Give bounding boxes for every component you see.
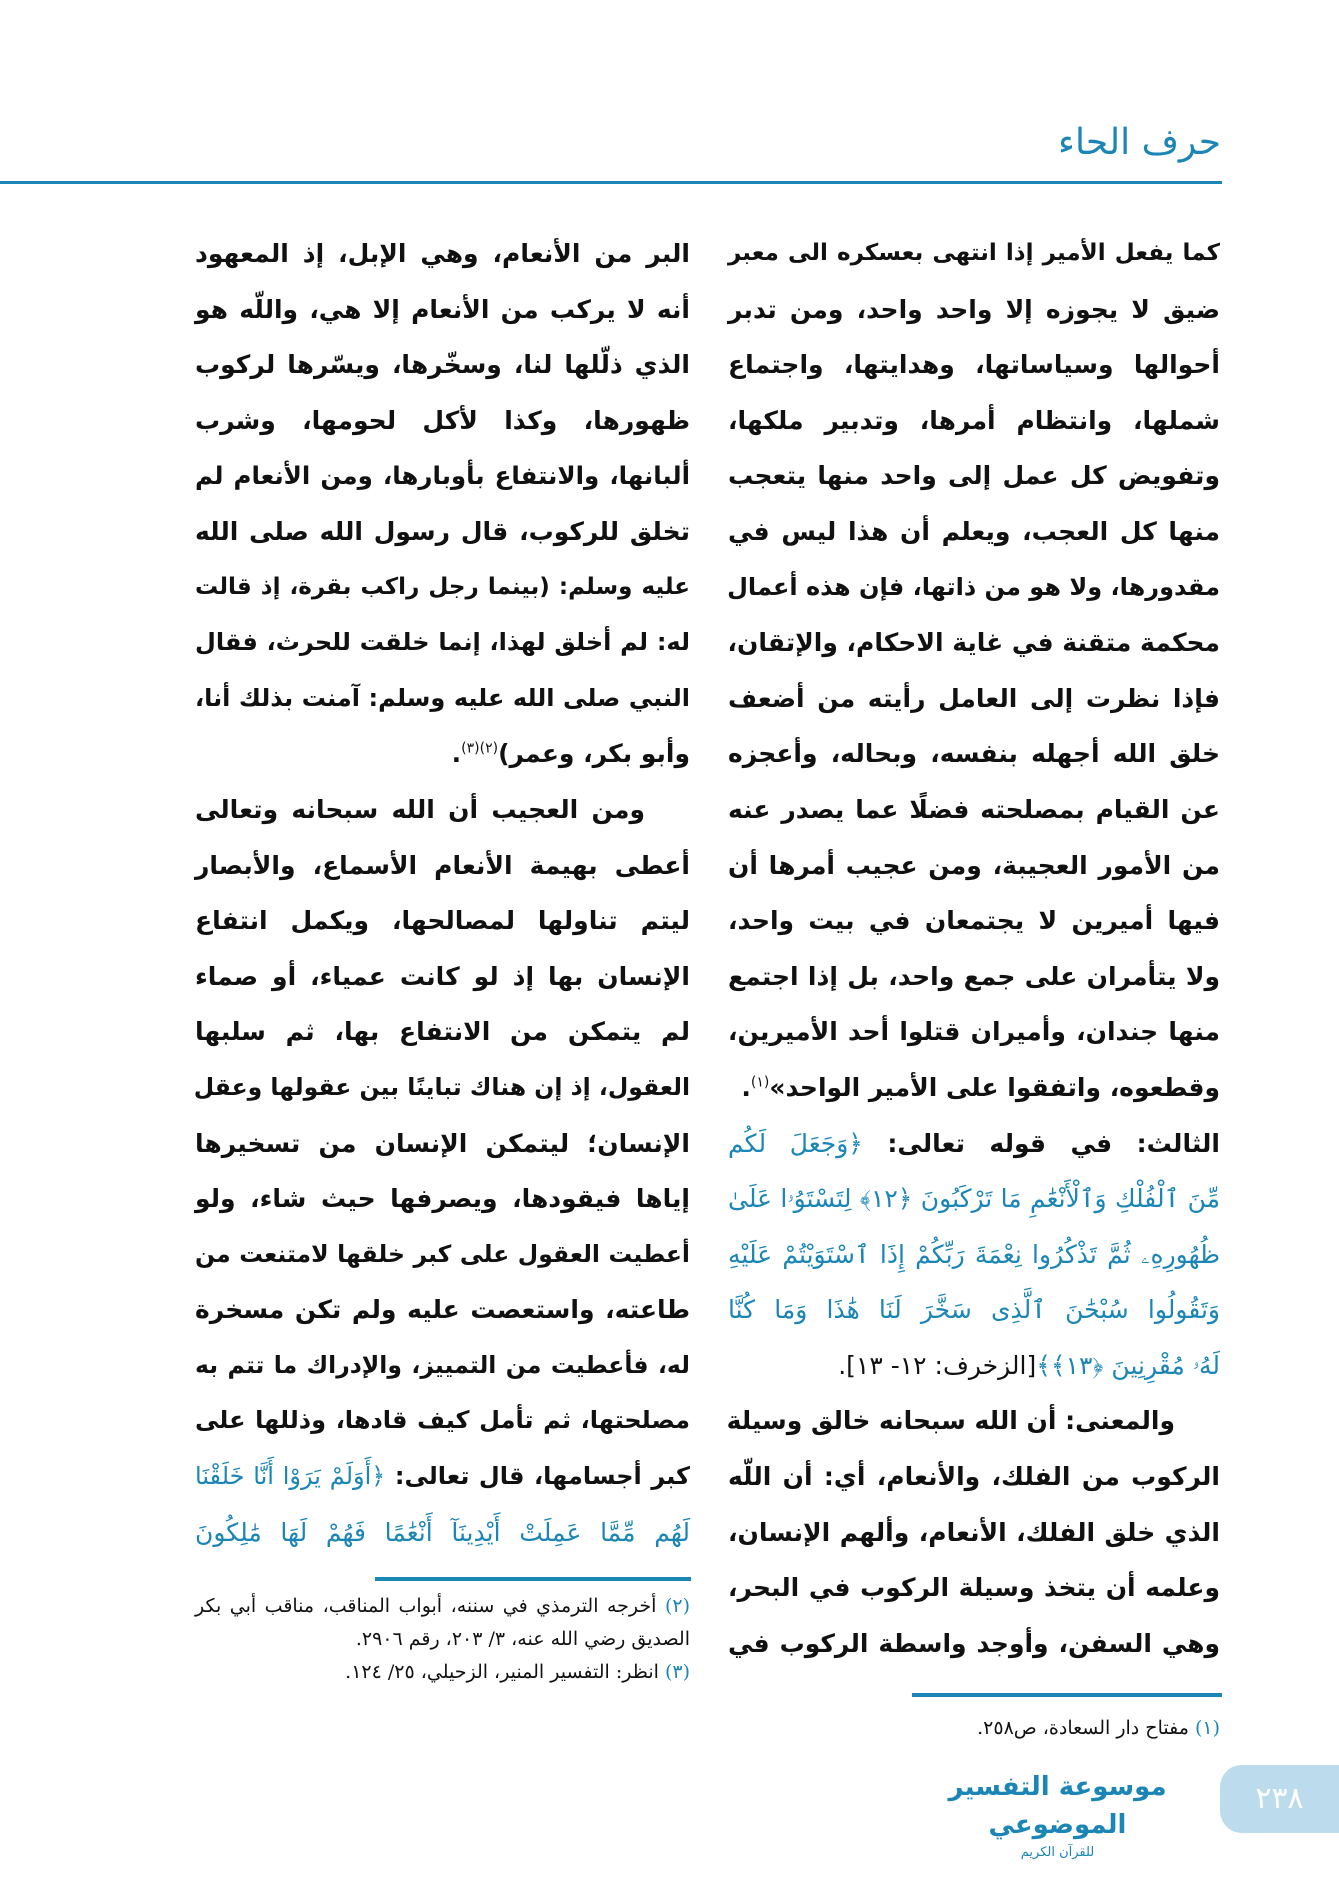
text-segment: طاعته، واستعصت عليه ولم تكن مسخرة (195, 1295, 690, 1325)
text-line (728, 393, 1220, 449)
text-line (195, 726, 690, 782)
text-line (728, 726, 1220, 782)
text-line (195, 226, 690, 282)
footnote-2: (٢) أخرجه الترمذي في سننه، أبواب المناقب، مناقب أبي بكر الصديق رضي الله عنه، ٣/ ٢٠٣، رقم ٢٩٠٦. (195, 1595, 690, 1650)
text-segment: وقطعوه، واتفقوا على الأمير الواحد» (769, 1072, 1220, 1102)
chapter-title: حرف الحاء (1058, 122, 1221, 163)
text-segment: . (451, 739, 462, 769)
text-line (728, 1282, 1220, 1338)
text-segment: أعطيت العقول على كبر خلقها لامتنعت من (195, 1239, 690, 1268)
text-line (195, 337, 690, 393)
text-line (728, 1227, 1220, 1283)
text-segment: أنه لا يركب من الأنعام إلا هي، واللّه هو (195, 294, 690, 324)
text-segment: له، فأعطيت من التمييز، والإدراك ما تتم به (195, 1350, 690, 1379)
text-segment: [الزخرف: ١٢- ١٣]. (838, 1350, 1037, 1380)
text-line (728, 1116, 1220, 1172)
footnote-divider-right (912, 1693, 1222, 1697)
text-segment: كما يفعل الأمير إذا انتهى بعسكره الى معبر (728, 240, 1220, 266)
encyclopedia-logo: موسوعة التفسير الموضوعي للقرآن الكريم (948, 1772, 1167, 1860)
text-segment: ولا يتأمران على جمع واحد، بل إذا اجتمع (728, 961, 1220, 991)
text-segment: من الأمور العجيبة، ومن عجيب أمرها أن (728, 850, 1220, 880)
text-line (728, 949, 1220, 1005)
text-line (728, 1616, 1220, 1672)
text-segment: عن القيام بمصلحته فضلًا عما يصدر عنه (728, 794, 1220, 824)
text-line (195, 893, 690, 949)
page-number: ٢٣٨ (1220, 1765, 1339, 1833)
text-line (728, 615, 1220, 671)
text-segment: تخلق للركوب، قال رسول الله صلى الله (195, 516, 690, 546)
text-segment: أحوالها وسياساتها، وهدايتها، واجتماع (728, 350, 1220, 380)
text-segment: ألبانها، والانتفاع بأوبارها، ومن الأنعام لم (195, 461, 690, 491)
text-segment: . (741, 1072, 751, 1102)
text-segment: محكمة متقنة في غاية الاحكام، والإتقان، (727, 628, 1220, 658)
text-segment: ليتم تناولها لمصالحها، ويكمل انتفاع (195, 906, 690, 936)
quran-verse: ﴿وَجَعَلَ لَكُم (728, 1128, 863, 1158)
text-line (728, 1338, 1220, 1394)
text-line (728, 1171, 1220, 1227)
text-line (195, 782, 690, 838)
quran-verse: ظُهُورِهِۦ ثُمَّ تَذْكُرُوا نِعْمَةَ رَبِّكُمْ إِذَا ٱسْتَوَيْتُمْ عَلَيْهِ (728, 1239, 1220, 1269)
text-segment: فيها أميرين لا يجتمعان في بيت واحد، (728, 906, 1220, 936)
footnote-1: (١) مفتاح دار السعادة، ص٢٥٨. (977, 1717, 1220, 1739)
text-line (728, 782, 1220, 838)
footnote-3: (٣) انظر: التفسير المنير، الزحيلي، ٢٥/ ١٢٤. (345, 1661, 690, 1683)
text-segment: منها جندان، وأميران قتلوا أحد الأميرين، (728, 1017, 1220, 1047)
text-segment: لم يتمكن من الانتفاع بها، ثم سلبها (195, 1017, 690, 1047)
text-line (195, 1116, 690, 1172)
footnote-divider-left (375, 1577, 691, 1581)
text-line (195, 282, 690, 338)
footnote-ref: (١) (750, 1074, 770, 1091)
text-segment: ومن العجيب أن الله سبحانه وتعالى (195, 794, 645, 824)
text-line (728, 226, 1220, 282)
text-line (728, 1560, 1220, 1616)
quran-verse: لَهُم مِّمَّا عَمِلَتْ أَيْدِينَآ أَنْعَٰمًا فَهُمْ لَهَا مَٰلِكُونَ (195, 1517, 690, 1547)
text-line (728, 671, 1220, 727)
text-segment: أعطى بهيمة الأنعام الأسماع، والأبصار (195, 850, 690, 880)
text-line (728, 448, 1220, 504)
text-segment: فإذا نظرت إلى العامل رأيته من أضعف (728, 683, 1220, 713)
text-segment: له: لم أخلق لهذا، إنما خلقت للحرث، فقال (195, 628, 690, 657)
text-segment: خلق الله أجهله بنفسه، وبحاله، وأعجزه (728, 739, 1220, 769)
text-segment: الذي خلق الفلك، الأنعام، وألهم الإنسان، (728, 1517, 1220, 1547)
text-line (195, 1505, 690, 1561)
left-text-column (195, 226, 690, 1560)
text-line (195, 1449, 690, 1505)
text-segment: عليه وسلم: (549, 573, 690, 600)
right-text-column (728, 226, 1220, 1671)
text-line (728, 1393, 1220, 1449)
text-segment: ضيق لا يجوزه إلا واحد واحد، ومن تدبر (728, 294, 1220, 324)
text-segment: مصلحتها، ثم تأمل كيف قادها، وذللها على (195, 1406, 690, 1435)
text-line (195, 1338, 690, 1394)
text-segment: الإنسان بها إذ لو كانت عمياء، أو صماء (195, 961, 690, 991)
text-segment: البر من الأنعام، وهي الإبل، إذ المعهود (195, 239, 690, 268)
text-segment: العقول، إذ إن هناك تباينًا بين عقولها وعقل (193, 1072, 690, 1101)
text-segment: الإنسان؛ ليتمكن الإنسان من تسخيرها (195, 1128, 690, 1158)
text-segment: وهي السفن، وأوجد واسطة الركوب في (728, 1628, 1220, 1658)
text-segment: مقدورها، ولا هو من ذاتها، فإن هذه أعمال (727, 572, 1220, 601)
text-line (728, 1004, 1220, 1060)
text-line (195, 448, 690, 504)
header-divider (0, 181, 1222, 184)
text-segment: وعلمه أن يتخذ وسيلة الركوب في البحر، (728, 1573, 1220, 1603)
text-line (195, 560, 690, 616)
text-segment: ظهورها، وكذا لأكل لحومها، وشرب (195, 405, 690, 435)
text-line (195, 1282, 690, 1338)
text-segment: (بينما رجل راكب بقرة، إذ قالت (195, 573, 550, 600)
text-line (195, 393, 690, 449)
text-segment: الذي ذلّلها لنا، وسخّرها، ويسّرها لركوب (195, 350, 690, 380)
text-line (728, 1060, 1220, 1116)
text-line (728, 560, 1220, 616)
text-line (195, 671, 690, 727)
text-segment: وأبو بكر، وعمر) (498, 739, 690, 769)
quran-verse: لَهُۥ مُقْرِنِينَ ﴿١٣﴾﴾ (1036, 1350, 1220, 1380)
text-line (195, 615, 690, 671)
text-segment: كبر أجسامها، قال تعالى: (385, 1462, 690, 1491)
text-line (195, 949, 690, 1005)
text-line (728, 282, 1220, 338)
text-segment: النبي صلى الله عليه وسلم: آمنت بذلك أنا، (195, 683, 690, 712)
text-segment: الركوب من الفلك، والأنعام، أي: أن اللّه (728, 1462, 1220, 1492)
text-segment: الثالث: في قوله تعالى: (862, 1128, 1220, 1158)
text-line (728, 504, 1220, 560)
text-line (195, 1060, 690, 1116)
quran-verse: وَتَقُولُوا سُبْحَٰنَ ٱلَّذِى سَخَّرَ لَنَا هَٰذَا وَمَا كُنَّا (728, 1295, 1220, 1325)
text-line (728, 1505, 1220, 1561)
text-line (728, 1449, 1220, 1505)
text-segment: شملها، وانتظام أمرها، وتدبير ملكها، (728, 405, 1220, 435)
footnotes-right (728, 1712, 1220, 1745)
text-segment: إياها فيقودها، ويصرفها حيث شاء، ولو (195, 1184, 690, 1214)
text-segment: والمعنى: أن الله سبحانه خالق وسيلة (726, 1406, 1175, 1436)
text-line (195, 1227, 690, 1283)
text-line (728, 337, 1220, 393)
text-segment: وتفويض كل عمل إلى واحد منها يتعجب (728, 461, 1220, 491)
footnote-ref: (٢)(٣) (461, 741, 499, 758)
text-line (195, 1171, 690, 1227)
text-line (195, 1393, 690, 1449)
text-line (195, 1004, 690, 1060)
quran-verse: مِّنَ ٱلْفُلْكِ وَٱلْأَنْعَٰمِ مَا تَرْكَبُونَ ﴿١٢﴾ لِتَسْتَوُۥا عَلَىٰ (728, 1184, 1220, 1214)
footnotes-left (195, 1590, 690, 1689)
text-line (728, 893, 1220, 949)
quran-verse: ﴿أَوَلَمْ يَرَوْا أَنَّا خَلَقْنَا (195, 1462, 386, 1491)
text-line (728, 838, 1220, 894)
text-segment: منها كل العجب، ويعلم أن هذا ليس في (728, 516, 1220, 546)
text-line (195, 504, 690, 560)
text-line (195, 838, 690, 894)
